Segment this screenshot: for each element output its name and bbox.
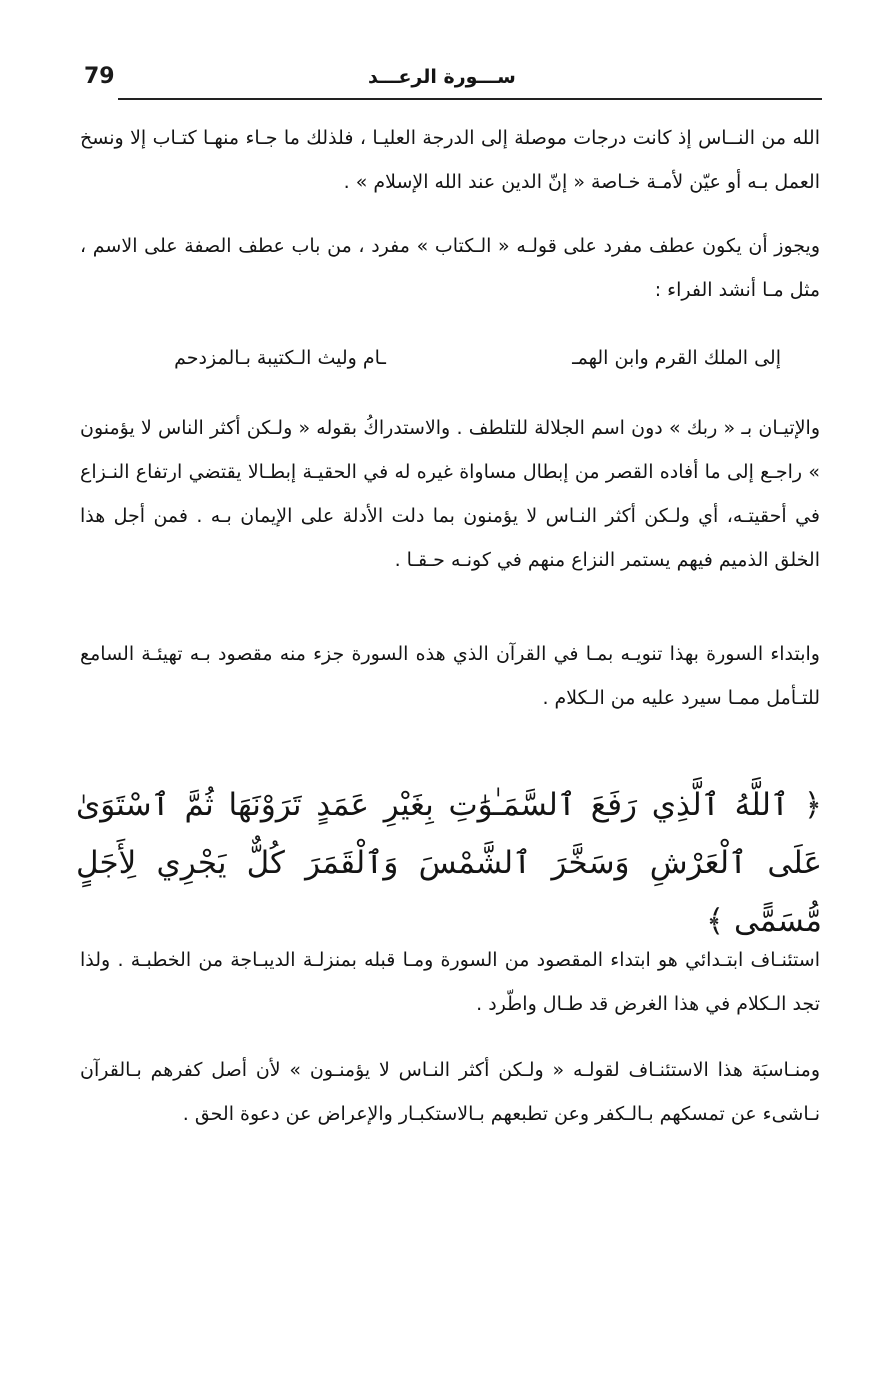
paragraph-5: استئنـاف ابتـدائي هو ابتداء المقصود من السورة ومـا قبله بمنزلـة الديبـاجة من الخطبـة . ولذا تجد الـكلام في هذا الغرض قد طـال واطّرد .	[80, 949, 820, 1015]
paragraph-2: ويجوز أن يكون عطف مفرد على قولـه « الـكتاب » مفرد ، من باب عطف الصفة على الاسم ، مثل مـا أنشد الفراء :	[80, 235, 820, 301]
page-number: 79	[84, 64, 115, 89]
paragraph-1: الله من النــاس إذ كانت درجات موصلة إلى الدرجة العليـا ، فلذلك ما جـاء منهـا كتـاب إلا ونسخ العمل بـه أو عيّن لأمـة خـاصة « إنّ الدين عند الله الإسلام » .	[80, 127, 820, 193]
paragraph-4: وابتداء السورة بهذا تنويـه بمـا في القرآن الذي هذه السورة جزء منه مقصود بـه تهيئـة السامع للتـأمل ممـا سيرد عليه من الـكلام .	[80, 643, 820, 709]
paragraph-3: والإتيـان بـ « ربك » دون اسم الجلالة للتلطف . والاستدراكُ بقوله « ولـكن أكثر الناس لا يؤمنون » راجـع إلى ما أفاده القصر من إبطال مساواة غيره له في الحقيـة إبطـالا يقتضي ارتفاع النـزاع في أحقيتـه، أي ولـكن أكثر النـاس لا يؤمنون بما دلت الأدلة على الإيمان بـه . فمن أجل هذا الخلق الذميم فيهم يستمر النزاع منهم في كونـه حـقـا .	[80, 417, 820, 571]
running-head: ســـورة الرعـــد	[368, 66, 516, 88]
page-header	[78, 62, 822, 102]
verse-hemistich-first: إلى الملك القرم وابن الهمـ	[572, 347, 781, 369]
paragraph-6: ومنـاسبَة هذا الاستئنـاف لقولـه « ولـكن أكثر النـاس لا يؤمنـون » لأن أصل كفرهم بـالقرآن نـاشىء عن تمسكهم بـالـكفر وعن تطبعهم بـالاستكبـار والإعراض عن دعوة الحق .	[80, 1059, 820, 1125]
header-rule	[118, 98, 822, 100]
quran-verse: ﴿ ٱللَّهُ ٱلَّذِي رَفَعَ ٱلسَّمَـٰوَٰتِ بِغَيْرِ عَمَدٍ تَرَوْنَهَا ثُمَّ ٱسْتَوَىٰ عَلَى ٱلْعَرْشِ وَسَخَّرَ ٱلشَّمْسَ وَٱلْقَمَرَ كُلٌّ يَجْرِي لِأَجَلٍ مُّسَمًّى ﴾	[76, 787, 822, 939]
verse-hemistich-second: ـام وليث الـكتيبة بـالمزدحم	[174, 347, 386, 369]
